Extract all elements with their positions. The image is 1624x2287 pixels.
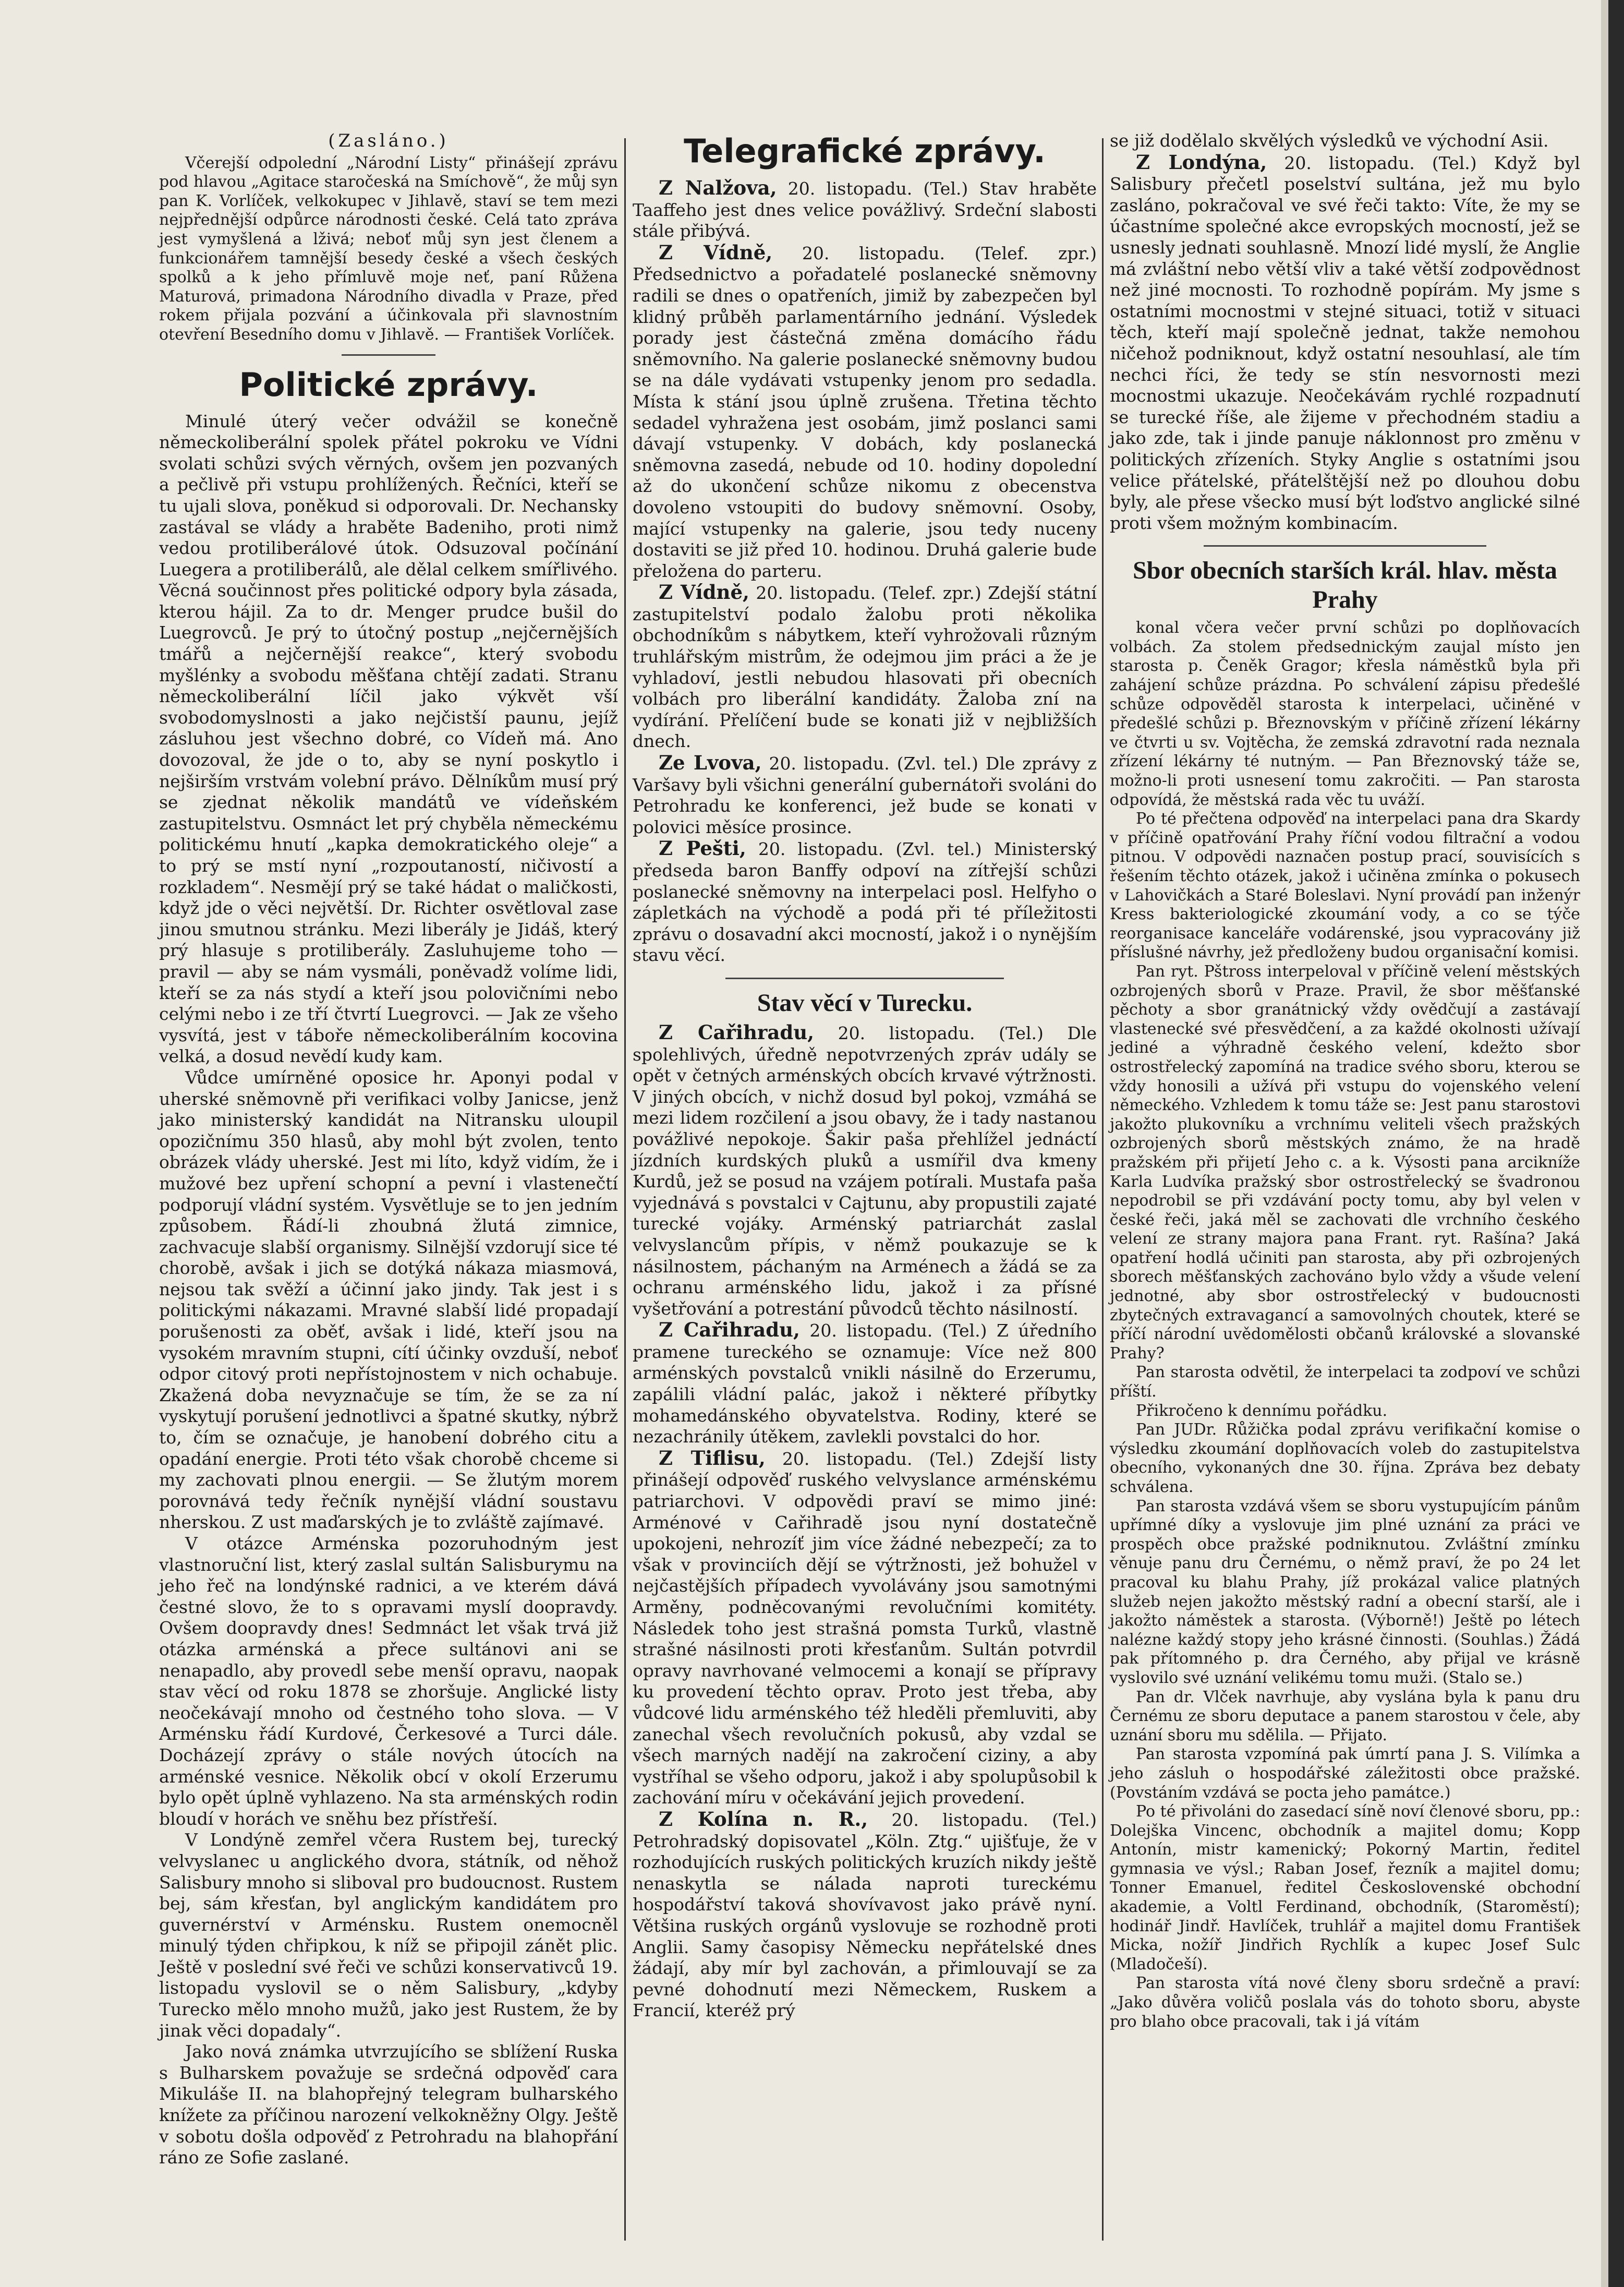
telegram-item [633,1448,1097,1809]
zaslano-text: Včerejší odpolední „Národní Listy“ přinášejí zprávu pod hlavou „Agitace staročeská na Smíchově“, že můj syn pan K. Vorlíček, velkokupec v Jihlavě, staví se tem mezi nejpřednější odpůrce národnosti české. Celá tato zpráva jest vymyšlená a lživá; neboť můj syn jest členem a funkcionářem tamnější besedy české a všech českých spolků a k jeho přímluvě moje neť, paní Růžena Maturová, primadona Národního divadla v Praze, před rokem přijala pozvání a účinkovala při slavnostním otevření Besedního domu v Jihlavě. — František Vorlíček. [159,153,619,344]
column-middle [633,130,1097,2021]
zaslano-heading: (Zasláno.) [328,130,449,151]
separator [1204,545,1486,547]
article-paragraph: Po té přečtena odpověď na interpelaci pana dra Skardy v příčině opatřování Prahy říční vodou filtrační a vodou pitnou. V odpovědi naznačen postup prací, souvisících s řešením těchto otázek, jakož i učiněna zmínka o pokusech v Lahovičkách a Staré Boleslavi. Nyní provádí pan inženýr Kress bakteriologické zkoumání vody, a co se týče reorganisace kanceláře vodárenské, jsou vypracovány již příslušné návrhy, jež předloženy budou organisační komisi. [1110,810,1580,962]
article-paragraph: Pan JUDr. Růžička podal zprávu verifikační komise o výsledku zkoumání doplňovacích voleb do zastupitelstva obecního, vykonaných dne 30. října. Zpráva bez debaty schválena. [1110,1421,1580,1496]
telegram-text: 20. listopadu. (Telef. zpr.) Zdejší státní zastupitelství podalo žalobu proti několika obchodníkům s nábytkem, kteří vyhrožovali různým truhlářským mistrům, že odejmou jim práci a že je vyhladoví, jestli nebudou hlasovati při obecních volbách pro liberální kandidáty. Žaloba zní na vydírání. Přelíčení bude se konati již v nejbližších dnech. [633,583,1097,752]
telegram-text: 20. listopadu. (Tel.) Dle spolehlivých, úředně nepotvrzených zpráv udály se opět v četných arménských obcích krvavé výtržnosti. V jiných obcích, v nichž dosud byl pokoj, vzmáhá se mezi lidem rozčilení a jsou obavy, že i tady nastanou povážlivé nepokoje. Šakir paša přehlížel jednáctí jízdních kurdských pluků a usmířil dva kmeny Kurdů, jež se posud na vzájem potírali. Mustafa paša vyjednává s povstalci v Cajtunu, aby propustili zajaté turecké vojáky. Arménský patriarchát zaslal velvyslancům přípis, v němž poukazuje se k násilnostem, páchaným na Arménech a žádá se za ochranu arménského lidu, jakož i za přísné vyšetřování a potrestání původců těchto násilností. [633,1022,1097,1319]
article-paragraph: Pan starosta vzdává všem se sboru vystupujícím pánům upřímné díky a vyslovuje jim plné uznání za práci ve prospěch obce pražské podniknutou. Zvláštní zmínku věnuje panu dru Černému, o němž praví, že po 24 let pracoval ku blahu Prahy, jíž prokázal valice platných služeb nejen jakožto městský radní a obecní starší, ale i jakožto náměstek a starosta. (Výborně!) Ještě po létech nalézne každý stopy jeho krásné činnosti. (Souhlas.) Žádá pak přítomného p. dra Černého, aby přijal ve krásně vyslovilo své uznání velikému tomu muži. (Stalo se.) [1110,1497,1580,1687]
dateline: Z Nalžova, [659,176,777,199]
article-paragraph: Minulé úterý večer odvážil se konečně německoliberální spolek přátel pokroku ve Vídni svolati schůzi svých věrných, ovšem jen pozvaných a pečlivě při vstupu prohlížených. Řečníci, kteří se tu ujali slova, poněkud si odporovali. Dr. Nechansky zastával se vlády a hraběte Badeniho, proti nimž vedou protiliberálové útok. Odsuzoval počínání Luegera a protiliberálů, ale dělal celkem smířlivého. Věcná součinnost přes politické odpory byla zásada, kterou hájil. Za to dr. Menger prudce bušil do Luegrovců. Je prý to útočný postup „nejčernějších tmářů a nejčernější reakce“, který svobodu myšlénky a svobodu měšťana chtějí zadati. Stranu německoliberální líčil jako výkvět vší svobodomyslnosti a jako nejčistší paunu, jejíž zásluhou jest všechno dobré, co Vídeň má. Ano dovozoval, že jde o to, aby se nyní poskytlo i nejširším vrstvám volební právo. Dělníkům musí prý se zjednat několik mandátů ve vídeňském zastupitelstvu. Osmnáct let prý chyběla německému politickému hnutí „kapka demokratického oleje“ a to prý se mstí nyní „rozpoutaností, ničivostí a rozkladem“. Nesmějí prý se také hádat o maličkosti, když jde o věci největší. Dr. Richter osvětloval zase jinou smutnou stránku. Mezi liberály je Jidáš, který prý hlasuje s protiliberály. Zasluhujeme toho — pravil — aby se nám vysmáli, poněvadž volíme lidi, kteří se za nás stydí a kteří jsou polovičními nebo celými nebo i ze tří čtvrtí Luegrovci. — Jak ze všeho vysvítá, jest v táboře německoliberálním kocovina velká, a dosud nevědí kudy kam. [159,411,618,1067]
column-rule-left [624,138,626,2241]
telegram-item [633,1809,1097,2021]
telegram-text: 20. listopadu. (Tel.) Z úředního pramene tureckého se oznamuje: Více než 800 arménských povstalců vnikli násilně do Erzerumu, zapálili vládní palác, jakož i některé příbytky mohamedánského obyvatelstva. Rodiny, které se nezachránily útěkem, zavlekli povstalci do hor. [633,1320,1097,1447]
telegram-item [633,752,1097,838]
column-rule-right [1102,138,1104,2241]
telegram-text: 20. listopadu. (Tel.) Zdejší listy přinášejí odpověď ruského velvyslance arménskému patriarchovi. V odpovědi praví se mimo jiné: Arménové v Cařihradě jsou nyní dostatečně upokojeni, nehrozíť jim více žádné nebezpečí; za to však v provinciích dějí se výtržnosti, jež bohužel v nejčastějších případech vyvolávány jsou samotnými Arměny, podněcovanými revolučními komitéty. Následek toho jest strašná pomsta Turků, vlastně strašné násilnosti proti křesťanům. Sultán potvrdil opravy navrhované velmocemi a konají se přípravy ku provedení těchto oprav. Proto jest třeba, aby vůdcové lidu arménského též hleděli přemluviti, aby zanechal všech revolučních pokusů, aby vzdal se všech marných nadějí na zakročení ciziny, a aby vystříhal se všeho odporu, jakož i aby spolupůsobil k zachování míru v očekávání jejich provedení. [633,1448,1097,1808]
telegram-item [633,1022,1097,1319]
telegram-text: 20. listopadu. (Tel.) Petrohradský dopisovatel „Köln. Ztg.“ ujišťuje, že v rozhodujících ruských politických kruzích nikdy ještě nenaskytla se nálada naproti tureckému hospodářství taková shovívavost jako právě nyní. Většina ruských orgánů vyslovuje se rozhodně proti Anglii. Samy časopisy Německu nepřátelské dnes žádají, aby mír byl zachován, a přimlouvají se za pevné dohodnutí mezi Německem, Ruskem a Francií, kteréž prý [633,1809,1097,2021]
article-paragraph: konal včera večer první schůzi po doplňovacích volbách. Za stolem předsednickým zaujal místo jen starosta p. Čeněk Gragor; křesla náměstků byla při zahájení schůze prázdna. Po schválení zápisu předešlé schůze odpověděl starosta k interpelaci, učiněné v předešlé schůzi p. Březnovským v příčině zřízení lékárny ve čtvrti u sv. Vojtěcha, že zemská zdravotní rada neznala zřízení lékárny té nutným. — Pan Březnovský táže se, možno-li proti usnesení tomu zakročiti. — Pan starosta odpovídá, že městská rada věc tu uváží. [1110,619,1580,809]
page-edge-shadow [1601,0,1608,2287]
dateline: Z Vídně, [659,240,773,264]
telegram-item [633,838,1097,966]
sbor-obecnich-starsich-heading: Sbor obecních starších král. hlav. města Prahy [1133,557,1557,614]
article-paragraph: Vůdce umírněné oposice hr. Aponyi podal v uherské sněmovně při verifikaci volby Janicse, jenž jako ministerský kandidát na Nitransku uloupil opozičnímu 350 hlasů, aby mohl být zvolen, tento obrázek vlády uherské. Jest mi líto, když vidím, že i mužové bez upření schopní a pevní i vlastenečtí podporují vládní systém. Vysvětluje se to jen jedním způsobem. Řádí-li zhoubná žlutá zimnice, zachvacuje slabší organismy. Silnější vzdorují sice té chorobě, avšak i jich se dotýká nákaza miasmová, nejsou tak svěží a účinní jako jindy. Tak jest i s politickými nákazami. Mravné slabší lidé propadají porušenosti za oběť, avšak i lidé, kteří jsou na vysokém mravním stupni, cítí účinky ovzduší, neboť odpor citový proti nepřístojnostem v nich ochabuje. Zkažená doba nevyznačuje se tím, že se za ní vyskytují porušení jednotlivci a špatné skutky, nýbrž to, čím se označuje, je hanobení dobrého citu a opadání energie. Proti této však chorobě chceme si my zachovati plnou energii. — Se žlutým morem porovnává tedy řečník nynější vládní soustavu nherskou. Z ust maďarských je to zvláště zajímavé. [159,1067,618,1533]
dateline: Z Cařihradu, [659,1020,814,1044]
dateline: Ze Lvova, [659,751,762,775]
continued-text: se již dodělalo skvělých výsledků ve východní Asii. [1110,130,1549,151]
politicke-zpravy-heading: Politické zprávy. [239,365,538,404]
stav-veci-v-turecku-heading: Stav věcí v Turecku. [757,989,973,1017]
telegram-item [633,242,1097,582]
telegram-item [1110,152,1580,534]
dateline: Z Tiflisu, [659,1446,766,1470]
article-paragraph: Po té přivoláni do zasedací síně noví členové sboru, pp.: Dolejška Vincenc, obchodník a majitel domu; Kopp Antonín, mistr kamenický; Pokorný Martin, ředitel gymnasia ve výsl.; Raban Josef, řezník a majitel domu; Tonner Emanuel, ředitel Československé obchodní akademie, a Voltl Ferdinand, obchodník, (Staroměstí); hodinář Jindř. Havlíček, truhlář a majitel domu František Micka, nožíř Jindřich Rychlík a kupec Josef Sulc (Mladočeší). [1110,1802,1580,1973]
article-paragraph: V Londýně zemřel včera Rustem bej, turecký velvyslanec u anglického dvora, státník, od něhož Salisbury mnoho si sliboval pro budoucnost. Rustem bej, sám křesťan, byl anglickým kandidátem pro guvernérství v Arménsku. Rustem onemocněl minulý týden chřipkou, k níž se připojil zánět plic. Ještě v poslední své řeči ve schůzi konservativců 19. listopadu vyslovil se o něm Salisbury, „kdyby Turecko mělo mnoho mužů, jako jest Rustem, že by jinak věci dopadaly“. [159,1829,618,2041]
telegram-text: 20. listopadu. (Tel.) Stav hraběte Taaffeho jest dnes velice povážlivý. Srdeční slabosti stále přibývá. [633,178,1097,242]
telegram-text: 20. listopadu. (Zvl. tel.) Ministerský předseda baron Banffy odpoví na zítřejší schůzi poslanecké sněmovny na interpelaci posl. Helfyho o zápletkách na východě a podá při té příležitosti zprávu o dosavadní akci mocností, jakož i o nynějším stavu věcí. [633,839,1097,966]
page-binding-edge [1608,0,1624,2287]
dateline: Z Pešti, [659,837,746,860]
article-paragraph: Přikročeno k dennímu pořádku. [1136,1401,1388,1420]
article-paragraph: V otázce Arménska pozoruhodným jest vlastnoruční list, který zaslal sultán Salisburymu na jeho řeč na londýnské radnici, a ve kterém dává čestné slovo, že to s opravami myslí doopravdy. Ovšem doopravdy dnes! Sedmnáct let však trvá již otázka arménská a přece sultánovi ani se nenapadlo, aby provedl sebe menší opravu, naopak stav věcí od roku 1878 se zhoršuje. Anglické listy neočekávají mnoho od čestného toho slova. — V Arménsku řádí Kurdové, Čerkesové a Turci dále. Docházejí zprávy o stále nových útocích na arménské vesnice. Několik obcí v okolí Erzerumu bylo opět úplně vyhlazeno. Na sta arménských rodin bloudí v horách ve sněhu bez přístřeší. [159,1533,618,1829]
telegram-text: 20. listopadu. (Zvl. tel.) Dle zprávy z Varšavy byli všichni generální gubernátoři svoláni do Petrohradu ke konferenci, jež bude se konati v polovici měsíce prosince. [633,753,1097,837]
article-paragraph: Pan ryt. Pštross interpeloval v příčině velení městských ozbrojených sborů v Praze. Pravil, že sbor měšťanské pěchoty a sbor granátnický vždy ovědčují a zastávají vlastenecké své přesvědčení, a za každé okolnosti užívají jediné a výhradně českého velení, kdežto sbor ostrostřelecký zapomíná na tradice svého sboru, kterou se vždy honosili a užívá při vstupu do vojenského velení německého. Vzhledem k tomu táže se: Jest panu starostovi jakožto plukovníku a vrchnímu veliteli všech pražských ozbrojených sborů městských známo, že na hradě pražském při přijetí Jeho c. a k. Výsosti pana arcikníže Karla Ludvíka pražský sbor ostrostřelecký se švadronou nepodrobil se při vzdávání pocty tomu, aby byl velen v české řeči, jaká měl se zachovati dle vrchního českého velení ze strany majora pana Frant. ryt. Rašína? Jaká opatření hodlá učiniti pan starosta, aby při ozbrojených sborech měšťanských zachováno bylo vždy a všude velení jednotné, aby sbor ostrostřelecký v budoucnosti zbytečných extravagancí a samovolných choutek, které se příčí národní uvědomělosti občanů královské a slovanské Prahy? [1110,962,1580,1363]
telegram-item [633,1319,1097,1448]
telegram-item [633,582,1097,752]
telegram-text: 20. listopadu. (Telef. zpr.) Předsednictvo a pořadatelé poslanecké sněmovny radili se dnes o opatřeních, jimiž by zabezpečen byl klidný průběh parlamentárního jednání. Výsledek porady jest částečná změna domácího řádu sněmovního. Na galerie poslanecké sněmovny budou se na dále vydávati vstupenky jenom pro sedadla. Místa k stání jsou úplně zrušena. Třetina těchto sedadel vyhražena jest osobám, jimž poslanci sami dávají vstupenky. V dobách, kdy poslanecká sněmovna zasedá, nebude od 10. hodiny dopolední až do ukončení schůze nikomu z obecenstva dovoleno vstoupiti do budovy sněmovní. Osoby, mající vstupenky na galerie, jsou tedy nuceny dostaviti se již před 10. hodinou. Druhá galerie bude přeložena do parteru. [633,243,1097,581]
separator [725,978,1004,979]
telegram-item [633,177,1097,242]
article-paragraph: Pan starosta vzpomíná pak úmrtí pana J. S. Vilímka a jeho zásluh o hospodářské záležitosti obce pražské. (Povstáním vzdává se pocta jeho památce.) [1110,1745,1580,1802]
column-left [159,130,618,2169]
article-paragraph: Jako nová známka utvrzujícího se sblížení Ruska s Bulharskem považuje se srdečná odpověď cara Mikuláše II. na blahopřejný telegram bulharského knížete za příčinou narození velkokněžny Olgy. Ještě v sobotu došla odpověď z Petrohradu na blahopřání ráno ze Sofie zaslané. [159,2041,618,2168]
dateline: Z Cařihradu, [659,1318,800,1342]
column-right [1110,130,1580,2031]
dateline: Z Kolína n. R., [659,1807,868,1831]
dateline: Z Vídně, [659,581,749,604]
article-paragraph: Pan starosta odvětil, že interpelaci ta zodpoví ve schůzi příští. [1110,1363,1580,1401]
telegraficke-zpravy-heading: Telegrafické zprávy. [684,132,1046,170]
dateline: Z Londýna, [1136,150,1267,174]
article-paragraph: Pan starosta vítá nové členy sboru srdečně a praví: „Jako důvěra voličů poslala vás do tohoto sboru, abyste pro blaho obce pracovali, tak i já vítám [1110,1974,1580,2031]
separator [342,354,435,356]
telegram-text: 20. listopadu. (Tel.) Když byl Salisbury přečetl poselství sultána, jež mu bylo zasláno, pokračoval ve své řeči takto: Víte, že my se účastníme společné akce evropských mocností, jež se usnesly jednati souhlasně. Mnozí lidé myslí, že Anglie má zvláštní nebo větší vliv a také větší zodpovědnost než jiné mocnosti. To rozhodně popírám. My jsme s ostatními mocnostmi v stejné situaci, totiž v situaci těch, kteří mají společně jednat, takže nemohou ničehož podniknout, když ostatní nesouhlasí, ale tím nechci říci, že tedy se stín nesvornosti mezi mocnostmi ukazuje. Neočekávám rychlé rozpadnutí se turecké říše, ale žijeme v přechodném stadiu a jako zde, tak i jinde panuje náklonnost pro změnu v politických zřízeních. Styky Anglie s ostatními jsou velice přátelské, přátelštější než po dlouhou dobu byly, ale přese všecko musí být loďstvo anglické silné proti všem možným kombinacím. [1110,152,1580,533]
article-paragraph: Pan dr. Vlček navrhuje, aby vyslána byla k panu dru Černému ze sboru deputace a panem starostou v čele, aby uznání sboru mu sdělila. — Přijato. [1110,1688,1580,1744]
